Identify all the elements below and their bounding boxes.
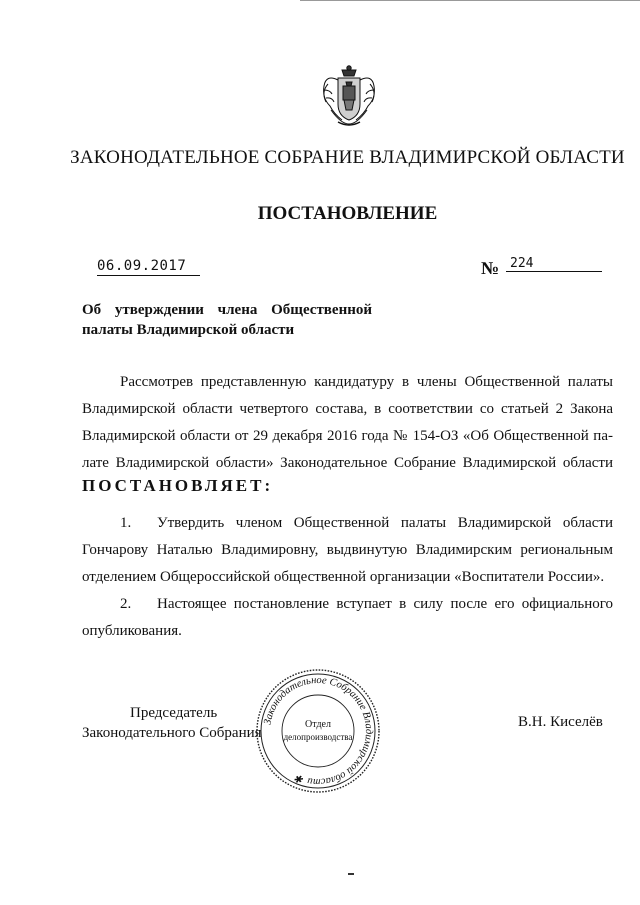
official-stamp: [254, 667, 382, 795]
coat-of-arms-icon: [316, 64, 382, 128]
role-line: Председатель: [130, 705, 218, 721]
stamp-ring-text: Законодательное Собрание Владимирской области ✱: [262, 674, 375, 788]
stamp-center-line: делопроизводства: [283, 732, 353, 742]
resolution-item: [82, 510, 613, 591]
top-edge-line: [300, 0, 640, 1]
item-line: опубликования.: [82, 623, 182, 639]
stamp-center-line: Отдел: [305, 719, 331, 730]
document-number: 224: [506, 256, 602, 272]
number-label: №: [481, 258, 500, 278]
preamble-line: лате Владимирской области» Законодательное Собрание Владимирской области: [82, 455, 613, 471]
item-line: отделением Общероссийской общественной организации «Воспитатели России».: [82, 569, 605, 585]
subject-line: палаты Владимирской области: [82, 322, 295, 338]
item-first-line: [82, 591, 613, 618]
organization-title: ЗАКОНОДАТЕЛЬНОЕ СОБРАНИЕ ВЛАДИМИРСКОЙ ОБЛАСТИ: [70, 147, 625, 168]
document-subject: [82, 300, 382, 340]
item-number: 1.: [120, 515, 132, 531]
signatory-role: [82, 703, 262, 743]
item-line: Гончарову Наталью Владимировну, выдвинутую Владимирским региональным: [82, 542, 613, 558]
document-type-title: ПОСТАНОВЛЕНИЕ: [257, 203, 438, 224]
item-text: Утвердить членом Общественной палаты Владимирской области: [157, 515, 613, 531]
signatory-name: В.Н. Киселёв: [518, 714, 603, 730]
role-line: Законодательного Собрания: [82, 725, 262, 741]
item-first-line: [82, 510, 613, 537]
preamble-line: Владимирской области четвертого состава, в соответствии со статьей 2 Закона: [82, 401, 613, 417]
preamble-paragraph: [82, 369, 613, 477]
item-text: Настоящее постановление вступает в силу после его официального: [157, 596, 613, 612]
preamble-line: Владимирской области от 29 декабря 2016 года № 154-ОЗ «Об Общественной па-: [82, 428, 613, 444]
resolves-heading: ПОСТАНОВЛЯЕТ:: [82, 476, 274, 495]
preamble-line: Рассмотрев представленную кандидатуру в члены Общественной палаты: [120, 374, 613, 390]
resolution-item: [82, 591, 613, 645]
document-date: 06.09.2017: [97, 258, 200, 276]
subject-line: Об утверждении члена Общественной: [82, 302, 372, 318]
scan-dot-mark: [348, 873, 354, 876]
item-number: 2.: [120, 596, 132, 612]
